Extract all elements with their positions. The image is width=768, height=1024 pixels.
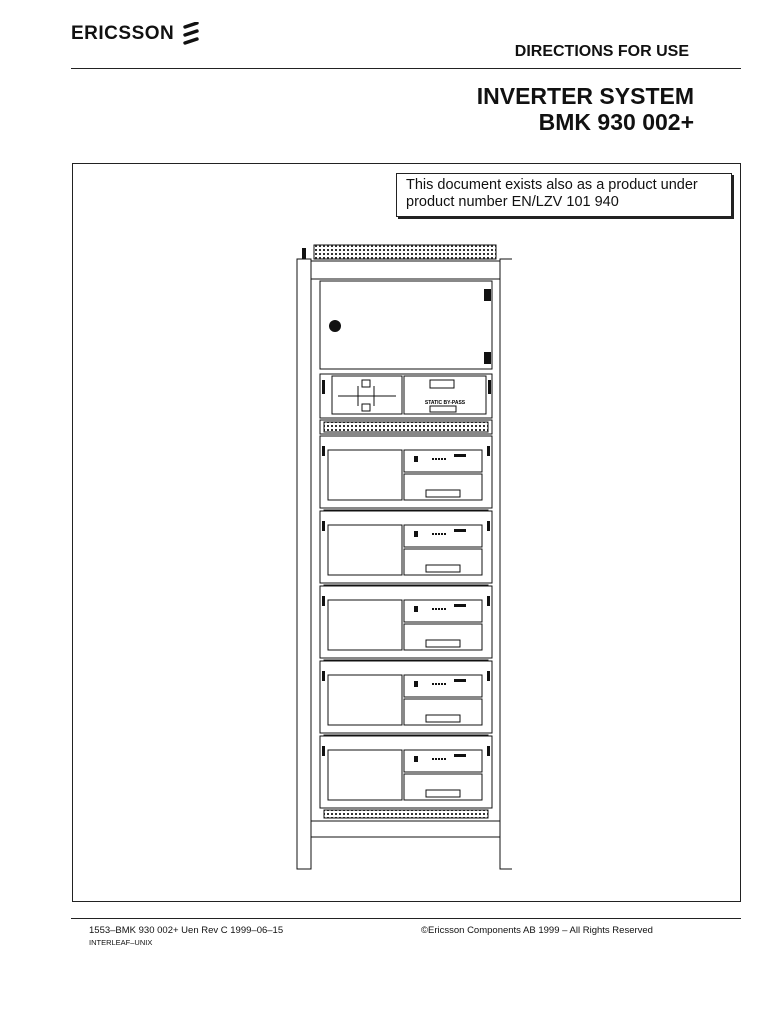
brand-name: ERICSSON (71, 23, 175, 44)
module-left-latch (322, 596, 325, 606)
door-hinge-bottom (484, 352, 491, 364)
page-title: INVERTER SYSTEM (476, 83, 694, 109)
inverter-cabinet-drawing (290, 244, 512, 874)
inverter-handle (426, 715, 460, 722)
module-right-latch (487, 596, 490, 606)
inverter-switch (414, 456, 418, 462)
ericsson-logo (71, 22, 200, 46)
authoring-system: INTERLEAF–UNIX (89, 938, 153, 947)
module-right-latch (487, 446, 490, 456)
cabinet-left-post (297, 259, 311, 869)
inverter-handle (426, 640, 460, 647)
module-right-latch (487, 746, 490, 756)
door-lock (329, 320, 341, 332)
inverter-handle (426, 790, 460, 797)
inverter-left-panel (328, 750, 402, 800)
bypass-panel-label: STATIC BY-PASS (424, 400, 466, 406)
inverter-left-panel (328, 675, 402, 725)
footer-divider (71, 918, 741, 919)
module-left-latch (322, 671, 325, 681)
inverter-left-panel (328, 600, 402, 650)
notice-text: This document exists also as a product under product number EN/LZV 101 940 (406, 177, 698, 210)
bypass-vent (324, 422, 488, 432)
top-door (320, 281, 492, 369)
module-left-latch (322, 521, 325, 531)
inverter-indicator (454, 454, 466, 457)
inverter-switch (414, 531, 418, 537)
document-reference: 1553–BMK 930 002+ Uen Rev C 1999–06–15 (89, 925, 284, 936)
notice-box (396, 173, 732, 217)
top-handle (302, 248, 306, 259)
header-divider (71, 68, 741, 69)
inverter-left-panel (328, 525, 402, 575)
inverter-indicator (454, 754, 466, 757)
copyright-notice: ©Ericsson Components AB 1999 – All Rights Reserved (421, 925, 653, 936)
product-number: BMK 930 002+ (538, 109, 694, 135)
ericsson-logo-icon (182, 22, 200, 46)
inverter-switch (414, 681, 418, 687)
inverter-left-panel (328, 450, 402, 500)
module-right-latch (487, 671, 490, 681)
inverter-switch (414, 756, 418, 762)
module-left-latch (322, 446, 325, 456)
inverter-indicator (454, 529, 466, 532)
top-vent-grille (314, 245, 496, 259)
module-vent (324, 810, 488, 818)
module-left-latch (322, 746, 325, 756)
cabinet-right-post (500, 259, 512, 869)
inverter-indicator (454, 679, 466, 682)
door-hinge-top (484, 289, 491, 301)
cabinet-top-bar (311, 261, 500, 279)
module-right-latch (487, 521, 490, 531)
inverter-handle (426, 565, 460, 572)
inverter-switch (414, 606, 418, 612)
document-type: DIRECTIONS FOR USE (514, 43, 689, 60)
inverter-indicator (454, 604, 466, 607)
inverter-handle (426, 490, 460, 497)
cabinet-bottom-bar (311, 821, 500, 837)
